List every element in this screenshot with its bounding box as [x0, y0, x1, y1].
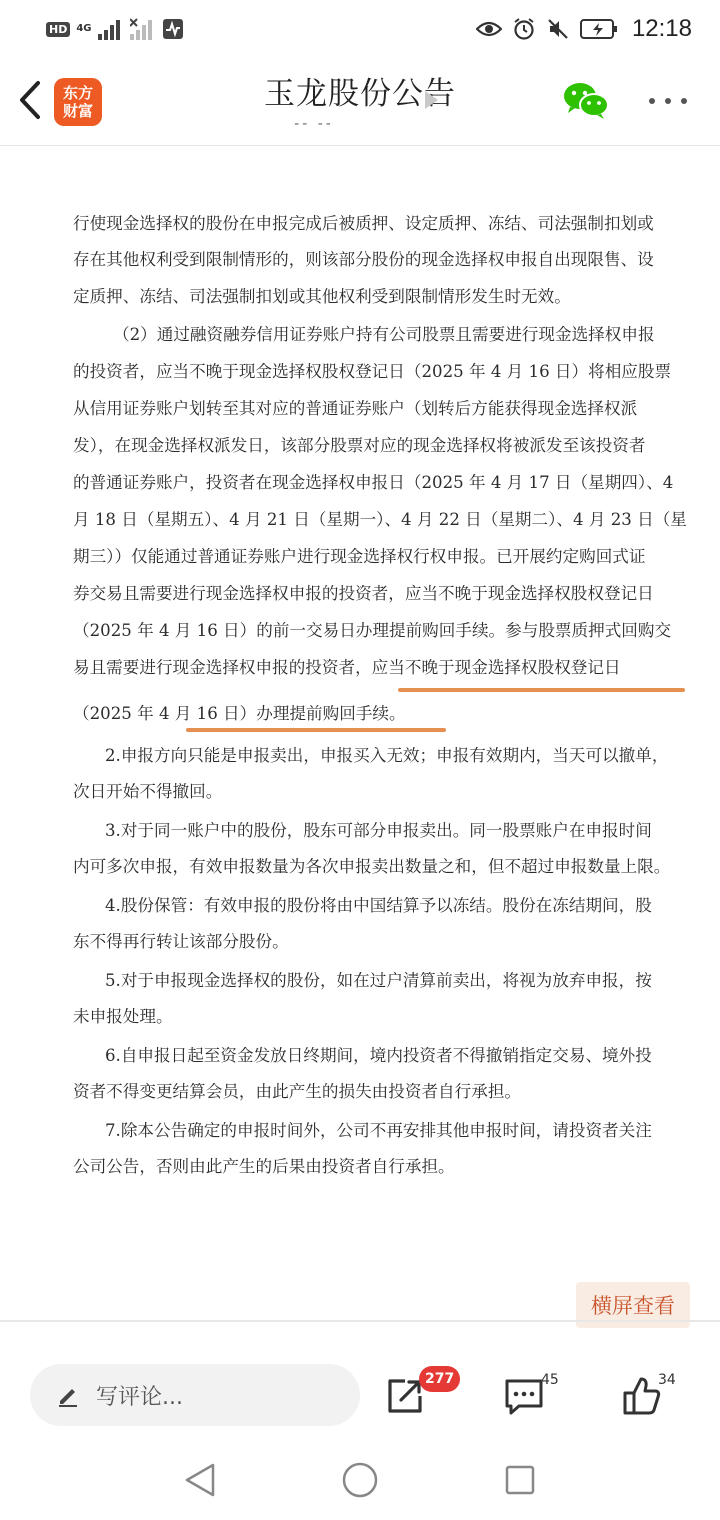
highlight-underline — [398, 688, 685, 692]
doc-line: 2.申报方向只能是申报卖出，申报买入无效；申报有效期内，当天可以撤单， — [105, 746, 669, 765]
signal-icon — [98, 18, 124, 40]
signal-no-sim-icon — [130, 18, 156, 40]
like-count: 34 — [658, 1372, 676, 1388]
wechat-share-button[interactable] — [562, 80, 610, 124]
hd-badge: HD — [46, 22, 70, 37]
comment-count: 45 — [541, 1372, 559, 1388]
doc-line: 券交易且需要进行现金选择权申报的投资者，应当不晚于现金选择权股权登记日 — [73, 584, 654, 603]
logo-line1: 东方 — [62, 84, 93, 102]
doc-line: （2025 年 4 月 16 日）办理提前购回手续。 — [73, 704, 406, 723]
divider — [0, 1320, 720, 1322]
more-dot-icon — [681, 98, 687, 104]
wechat-icon — [562, 80, 610, 120]
comment-placeholder: 写评论... — [96, 1384, 183, 1410]
more-options-button[interactable] — [646, 86, 690, 116]
page-title: 玉龙股份公告 — [264, 76, 456, 112]
announcement-document[interactable] — [0, 146, 720, 1321]
doc-line: （2025 年 4 月 16 日）的前一交易日办理提前购回手续。参与股票质押式回购交 — [73, 621, 672, 640]
bottom-action-bar — [0, 1340, 720, 1438]
doc-line: 发），在现金选择权派发日，该部分股票对应的现金选择权将被派发至该投资者 — [73, 436, 646, 455]
header — [0, 58, 720, 146]
nav-recents-button[interactable] — [498, 1458, 542, 1502]
doc-line: 期三））仅能通过普通证券账户进行现金选择权行权申报。已开展约定购回式证 — [73, 547, 646, 566]
doc-line: （2）通过融资融券信用证券账户持有公司股票且需要进行现金选择权申报 — [113, 325, 655, 344]
square-recents-icon — [503, 1463, 537, 1497]
doc-line: 公司公告，否则由此产生的后果由投资者自行承担。 — [73, 1157, 455, 1176]
doc-line: 易且需要进行现金选择权申报的投资者，应当不晚于现金选择权股权登记日 — [73, 658, 621, 677]
thumbs-up-icon — [621, 1375, 663, 1417]
eye-icon — [476, 19, 502, 39]
network-type: 4G — [76, 23, 92, 34]
doc-line: 3.对于同一账户中的股份，股东可部分申报卖出。同一股票账户在申报时间 — [105, 821, 652, 840]
circle-home-icon — [341, 1461, 379, 1499]
triangle-back-icon — [183, 1462, 217, 1498]
status-right — [476, 15, 692, 43]
doc-line: 5.对于申报现金选择权的股份，如在过户清算前卖出，将视为放弃申报，按 — [105, 971, 652, 990]
landscape-view-button[interactable]: 横屏查看 — [576, 1282, 690, 1328]
nav-back-button[interactable] — [178, 1458, 222, 1502]
doc-line: 资者不得变更结算会员，由此产生的损失由投资者自行承担。 — [73, 1082, 522, 1101]
pencil-icon — [56, 1383, 80, 1407]
page-subtitle: -- -- — [294, 116, 334, 132]
doc-line: 行使现金选择权的股份在申报完成后被质押、设定质押、冻结、司法强制扣划或 — [73, 214, 654, 233]
doc-line: 6.自申报日起至资金发放日终期间，境内投资者不得撤销指定交易、境外投 — [105, 1046, 652, 1065]
play-arrow-icon[interactable] — [425, 91, 438, 109]
comment-bubble-icon — [503, 1376, 545, 1416]
doc-line: 的普通证券账户，投资者在现金选择权申报日（2025 年 4 月 17 日（星期四）、4 — [73, 473, 674, 492]
doc-line: 未申报处理。 — [73, 1007, 173, 1026]
doc-line: 的投资者，应当不晚于现金选择权股权登记日（2025 年 4 月 16 日）将相应股票 — [73, 362, 672, 381]
doc-line: 次日开始不得撤回。 — [73, 782, 223, 801]
doc-line: 存在其他权利受到限制情形的，则该部分股份的现金选择权申报自出现限售、设 — [73, 250, 654, 269]
doc-line: 定质押、冻结、司法强制扣划或其他权利受到限制情形发生时无效。 — [73, 287, 571, 306]
more-dot-icon — [665, 98, 671, 104]
clock: 12:18 — [631, 15, 692, 42]
status-bar — [0, 0, 720, 58]
mute-icon — [546, 17, 570, 41]
share-count-badge: 277 — [419, 1366, 460, 1392]
logo-line2: 财富 — [62, 102, 93, 120]
doc-line: 从信用证券账户划转至其对应的普通证券账户（划转后方能获得现金选择权派 — [73, 399, 638, 418]
system-nav-bar — [0, 1438, 720, 1520]
alarm-icon — [512, 17, 536, 41]
doc-line: 月 18 日（星期五）、4 月 21 日（星期一）、4 月 22 日（星期二）、4 月 23 日（星 — [73, 510, 687, 529]
nav-home-button[interactable] — [338, 1458, 382, 1502]
doc-line: 内可多次申报，有效申报数量为各次申报卖出数量之和，但不超过申报数量上限。 — [73, 857, 671, 876]
comment-input[interactable] — [30, 1364, 360, 1426]
more-dot-icon — [649, 98, 655, 104]
battery-icon — [580, 18, 618, 40]
highlight-underline — [186, 728, 446, 732]
doc-line: 东不得再行转让该部分股份。 — [73, 932, 289, 951]
doc-line: 4.股份保管：有效申报的股份将由中国结算予以冻结。股份在冻结期间，股 — [105, 896, 652, 915]
doc-line: 7.除本公告确定的申报时间外，公司不再安排其他申报时间，请投资者关注 — [105, 1121, 652, 1140]
activity-icon — [162, 18, 184, 40]
status-left — [46, 18, 184, 40]
